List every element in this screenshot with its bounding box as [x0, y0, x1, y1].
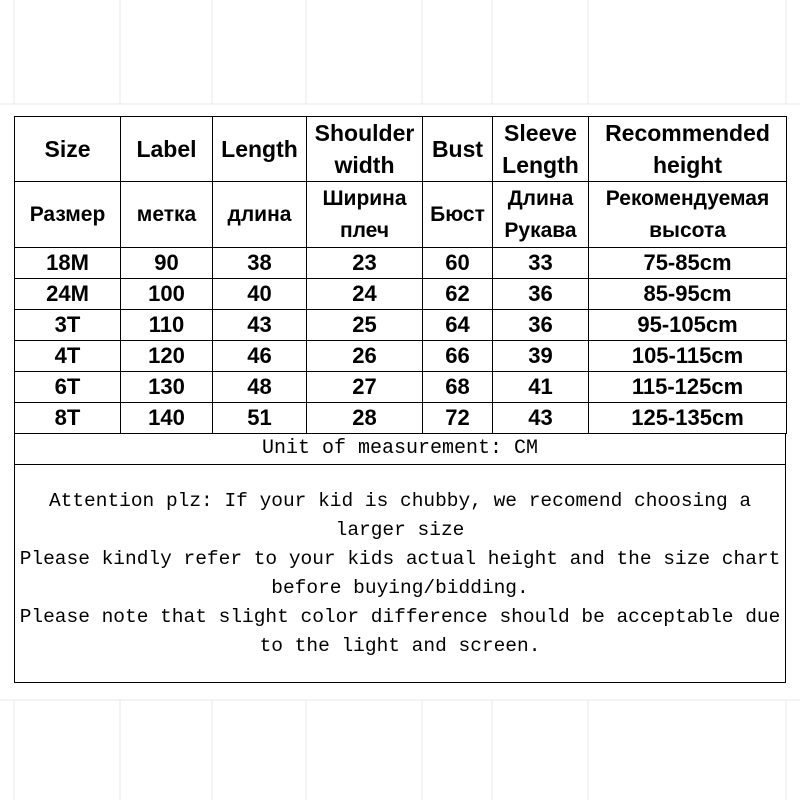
cell-bust: 66 [423, 341, 493, 372]
cell-bust: 68 [423, 372, 493, 403]
unit-note: Unit of measurement: CM [14, 434, 786, 465]
table-row [15, 372, 787, 403]
table-row [15, 341, 787, 372]
header-row-english [15, 117, 787, 182]
note-chubby: Attention plz: If your kid is chubby, we recomend choosing a larger size [48, 490, 752, 541]
cell-recommended-height: 85-95cm [589, 279, 787, 310]
cell-label: 90 [121, 248, 213, 279]
cell-size: 3T [15, 310, 121, 341]
header-label: Label [121, 117, 213, 182]
table-row [15, 248, 787, 279]
cell-size: 6T [15, 372, 121, 403]
cell-bust: 60 [423, 248, 493, 279]
header-label-ru: метка [121, 182, 213, 248]
header-shoulder-width-ru: Ширина плеч [307, 182, 423, 248]
size-chart [14, 116, 786, 683]
note-refer-height: Please kindly refer to your kids actual height and the size chart before buying/bidding. [19, 548, 781, 599]
cell-recommended-height: 115-125cm [589, 372, 787, 403]
cell-bust: 64 [423, 310, 493, 341]
header-recommended-height: Recommended height [589, 117, 787, 182]
table-row [15, 403, 787, 434]
cell-bust: 62 [423, 279, 493, 310]
cell-bust: 72 [423, 403, 493, 434]
notes-box [14, 465, 786, 683]
cell-sleeve-length: 36 [493, 279, 589, 310]
cell-label: 140 [121, 403, 213, 434]
cell-length: 38 [213, 248, 307, 279]
cell-recommended-height: 125-135cm [589, 403, 787, 434]
cell-shoulder-width: 23 [307, 248, 423, 279]
header-size-ru: Размер [15, 182, 121, 248]
cell-label: 100 [121, 279, 213, 310]
note-color-difference: Please note that slight color difference should be acceptable due to the light and screen. [19, 606, 781, 657]
cell-length: 51 [213, 403, 307, 434]
cell-sleeve-length: 33 [493, 248, 589, 279]
cell-label: 120 [121, 341, 213, 372]
cell-size: 4T [15, 341, 121, 372]
cell-shoulder-width: 26 [307, 341, 423, 372]
table-row [15, 310, 787, 341]
header-bust-ru: Бюст [423, 182, 493, 248]
header-shoulder-width: Shoulder width [307, 117, 423, 182]
cell-length: 40 [213, 279, 307, 310]
cell-shoulder-width: 27 [307, 372, 423, 403]
cell-sleeve-length: 39 [493, 341, 589, 372]
cell-length: 46 [213, 341, 307, 372]
header-sleeve-length: Sleeve Length [493, 117, 589, 182]
header-sleeve-length-ru: Длина Рукава [493, 182, 589, 248]
cell-sleeve-length: 43 [493, 403, 589, 434]
header-length: Length [213, 117, 307, 182]
cell-sleeve-length: 41 [493, 372, 589, 403]
cell-length: 48 [213, 372, 307, 403]
cell-shoulder-width: 25 [307, 310, 423, 341]
table-row [15, 279, 787, 310]
cell-recommended-height: 75-85cm [589, 248, 787, 279]
cell-sleeve-length: 36 [493, 310, 589, 341]
cell-shoulder-width: 24 [307, 279, 423, 310]
header-recommended-height-ru: Рекомендуемая высота [589, 182, 787, 248]
cell-recommended-height: 105-115cm [589, 341, 787, 372]
cell-label: 110 [121, 310, 213, 341]
size-table [14, 116, 787, 434]
cell-size: 8T [15, 403, 121, 434]
cell-label: 130 [121, 372, 213, 403]
cell-recommended-height: 95-105cm [589, 310, 787, 341]
cell-size: 18M [15, 248, 121, 279]
cell-shoulder-width: 28 [307, 403, 423, 434]
header-size: Size [15, 117, 121, 182]
header-length-ru: длина [213, 182, 307, 248]
header-bust: Bust [423, 117, 493, 182]
cell-size: 24M [15, 279, 121, 310]
cell-length: 43 [213, 310, 307, 341]
header-row-russian [15, 182, 787, 248]
